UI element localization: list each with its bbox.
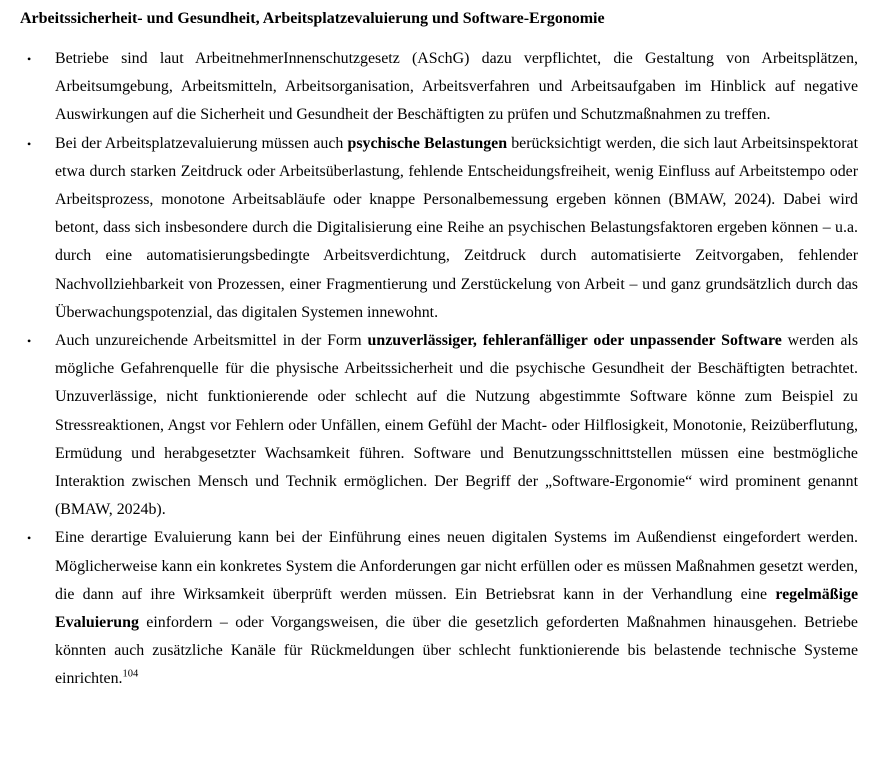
list-item bbox=[20, 45, 858, 130]
bullet-icon: • bbox=[27, 531, 32, 546]
bullet-icon: • bbox=[27, 334, 32, 349]
item-text: Betriebe sind laut ArbeitnehmerInnenschutzgesetz (ASchG) dazu verpflichtet, die Gestaltung von Arbeitsplätzen, Arbeitsumgebung, Arbeitsmitteln, Arbeitsorganisation, Arbeitsverfahren und Arbeitsaufgaben im Hinblick auf negative Auswirkungen auf die Sicherheit und Gesundheit der Beschäftigten zu prüfen und Schutzmaßnahmen zu treffen. bbox=[55, 50, 858, 124]
item-text: Auch unzureichende Arbeitsmittel in der Form bbox=[55, 332, 368, 350]
bullet-list bbox=[20, 45, 858, 694]
item-emphasis: psychische Belastungen bbox=[347, 134, 508, 152]
bullet-icon: • bbox=[27, 52, 32, 66]
item-text: Eine derartige Evaluierung kann bei der Einführung eines neuen digitalen Systems im Außendienst eingefordert werden. Möglicherweise kann ein konkretes System die Anforderungen gar nicht erfüllen oder es müssen Maßnahmen gesetzt werden, die dann auf ihre Wirksamkeit überprüft werden müssen. Ein Betriebsrat kann in der Verhandlung eine bbox=[55, 529, 858, 603]
item-text: einfordern – oder Vorgangsweisen, die über die gesetzlich geforderten Maßnahmen hinausgehen. Betriebe könnten auch zusätzliche Kanäle für Rückmeldungen über schlecht funktionierende bis belastende technische Systeme einrichten. bbox=[55, 614, 858, 688]
list-item bbox=[20, 327, 858, 524]
item-text: Bei der Arbeitsplatzevaluierung müssen auch bbox=[55, 134, 348, 152]
item-emphasis: unzuverlässiger, fehleranfälliger oder unpassender Software bbox=[367, 332, 782, 350]
list-item bbox=[20, 130, 858, 327]
list-item bbox=[20, 524, 858, 693]
item-text: werden als mögliche Gefahrenquelle für die physische Arbeitssicherheit und die psychische Gesundheit der Beschäftigten betrachtet. Unzuverlässige, nicht funktionierende oder schlecht auf die Nutzung abgestimmte Software könne zum Beispiel zu Stressreaktionen, Angst vor Fehlern oder Unfällen, einem Gefühl der Macht- oder Hilflosigkeit, Monotonie, Reizüberflutung, Ermüdung und herabgesetzter Wachsamkeit führen. Software und Benutzungsschnittstellen müssen eine bestmögliche Interaktion zwischen Mensch und Technik ermöglichen. Der Begriff der „Software-Ergonomie“ wird prominent genannt (BMAW, 2024b). bbox=[55, 332, 858, 519]
bullet-icon: • bbox=[27, 136, 32, 151]
item-text: berücksichtigt werden, die sich laut Arbeitsinspektorat etwa durch starken Zeitdruck oder Arbeitsüberlastung, fehlende Entscheidungsfreiheit, wenig Einfluss auf Arbeitstempo oder Arbeitsprozess, monotone Arbeitsabläufe oder knappe Personalbemessung ergeben können (BMAW, 2024). Dabei wird betont, dass sich insbesondere durch die Digitalisierung eine Reihe an psychischen Belastungsfaktoren ergeben können – u.a. durch eine automatisierungsbedingte Arbeitsverdichtung, Zeitdruck durch automatisierte Zeitvorgaben, fehlender Nachvollziehbarkeit von Prozessen, einer Fragmentierung und Zerstückelung von Arbeit – und ganz grundsätzlich durch das Überwachungspotenzial, das digitalen Systemen innewohnt. bbox=[55, 134, 858, 321]
footnote-reference[interactable]: 104 bbox=[122, 669, 139, 681]
section-heading: Arbeitssicherheit- und Gesundheit, Arbeitsplatzevaluierung und Software-Ergonomie bbox=[20, 10, 605, 27]
item-emphasis: regelmäßige Evaluierung bbox=[55, 585, 858, 632]
